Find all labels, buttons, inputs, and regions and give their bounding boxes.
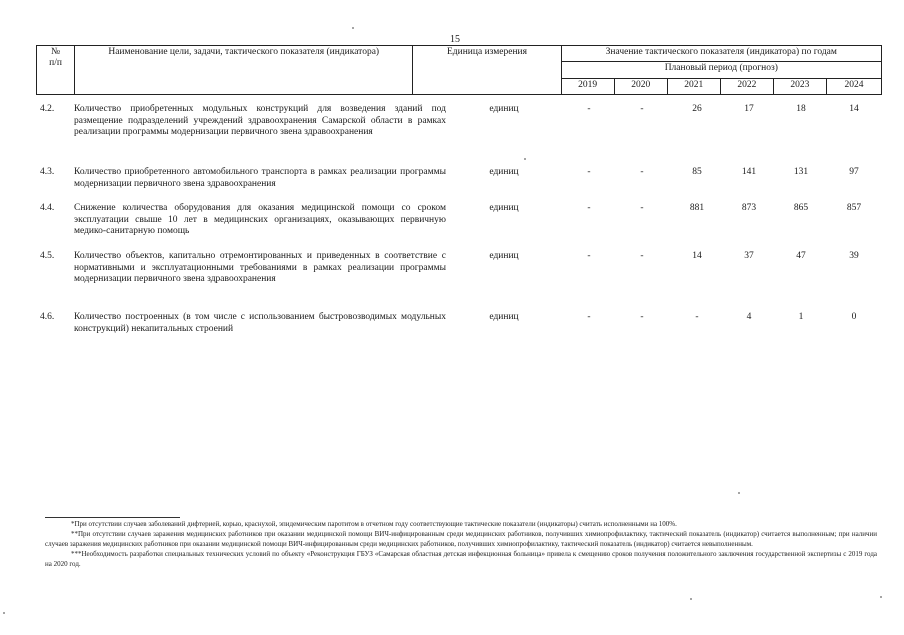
row-value: 18 [796, 104, 806, 114]
row-value: 97 [849, 167, 859, 177]
row-number: 4.5. [40, 251, 55, 261]
row-value: 85 [692, 167, 702, 177]
header-year: 2021 [667, 78, 720, 94]
row-name: Количество приобретенного автомобильного транспорта в рамках реализации программы модернизации первичного звена здравоохранения [74, 167, 446, 189]
row-value: - [640, 312, 644, 322]
header-year: 2022 [720, 78, 773, 94]
row-value: - [587, 312, 591, 322]
footnote: *При отсутствии случаев заболеваний дифтерией, корью, краснухой, эпидемическим паротитом в отчетном году соответствующие тактические показатели (индикаторы) считать исполненными на 100%. [71, 520, 677, 528]
row-value: - [640, 203, 644, 213]
scan-speck [880, 596, 882, 598]
scan-speck [352, 27, 354, 29]
footnote-divider [45, 517, 180, 518]
row-value: 131 [793, 167, 809, 177]
header-values-title: Значение тактического показателя (индикатора) по годам [561, 46, 881, 62]
row-name: Количество объектов, капитально отремонтированных и приведенных в соответствие с нормативными и эксплуатационными требованиями в рамках реализации программы модернизации первичного звена здравоохранения [74, 251, 446, 285]
row-value: 14 [849, 104, 859, 114]
row-value: - [587, 203, 591, 213]
footnote: ***Необходимость разработки специальных технических условий по объекту «Реконструкция ГБУЗ «Самарская областная детская инфекционная больница» привела к смещению сроков получения положительного заключения государственной экспертизы с 2019 года на 2020 год. [45, 550, 877, 568]
row-unit: единиц [489, 312, 519, 322]
scan-speck [524, 158, 526, 160]
row-value: - [640, 167, 644, 177]
row-value: - [587, 167, 591, 177]
footnotes [45, 519, 877, 569]
header-year: 2019 [561, 78, 614, 94]
row-value: 141 [741, 167, 757, 177]
row-value: - [587, 251, 591, 261]
row-value: 0 [851, 312, 857, 322]
header-unit: Единица измерения [413, 46, 561, 95]
row-number: 4.4. [40, 203, 55, 213]
row-value: 39 [849, 251, 859, 261]
row-unit: единиц [489, 167, 519, 177]
row-value: - [587, 104, 591, 114]
row-name: Количество построенных (в том числе с использованием быстровозводимых модульных конструкций) некапитальных строений [74, 312, 446, 334]
header-num: № п/п [37, 46, 75, 95]
header-name: Наименование цели, задачи, тактического показателя (индикатора) [75, 46, 413, 95]
row-number: 4.6. [40, 312, 55, 322]
row-name: Снижение количества оборудования для оказания медицинской помощи со сроком эксплуатации свыше 10 лет в медицинских организациях, оказывающих первичную медико-санитарную помощь [74, 203, 446, 237]
header-plan-period: Плановый период (прогноз) [561, 62, 881, 78]
row-value: 17 [744, 104, 754, 114]
row-name: Количество приобретенных модульных конструкций для возведения зданий под размещение подразделений учреждений здравоохранения Самарской области в рамках реализации программы модернизации первичного звена здравоохранения [74, 104, 446, 138]
table-header [36, 45, 882, 95]
row-number: 4.3. [40, 167, 55, 177]
header-year: 2024 [826, 78, 881, 94]
row-value: 1 [798, 312, 804, 322]
row-value: 14 [692, 251, 702, 261]
row-value: - [640, 104, 644, 114]
row-value: 37 [744, 251, 754, 261]
row-value: 881 [689, 203, 705, 213]
row-value: 47 [796, 251, 806, 261]
header-year: 2020 [614, 78, 667, 94]
row-value: 26 [692, 104, 702, 114]
row-number: 4.2. [40, 104, 55, 114]
scan-speck [738, 492, 740, 494]
scan-speck [3, 612, 5, 614]
header-year: 2023 [773, 78, 826, 94]
row-value: 857 [846, 203, 862, 213]
row-unit: единиц [489, 104, 519, 114]
row-value: 865 [793, 203, 809, 213]
footnote: **При отсутствии случаев заражения медицинских работников при оказании медицинской помощи ВИЧ-инфицированным среди медицинских работников, получивших химиопрофилактику, тактический показатель (индикатор) считается выполненным; при наличии случаев заражения медицинских работников при оказании медицинской помощи ВИЧ-инфицированным среди медицинских работников, получивших химиопрофилактику, тактический показатель (индикатор) считается невыполненным. [45, 530, 877, 548]
row-value: - [695, 312, 699, 322]
row-value: 4 [746, 312, 752, 322]
page-number: 15 [450, 34, 460, 45]
row-value: 873 [741, 203, 757, 213]
row-unit: единиц [489, 251, 519, 261]
row-value: - [640, 251, 644, 261]
scan-speck [690, 598, 692, 600]
row-unit: единиц [489, 203, 519, 213]
